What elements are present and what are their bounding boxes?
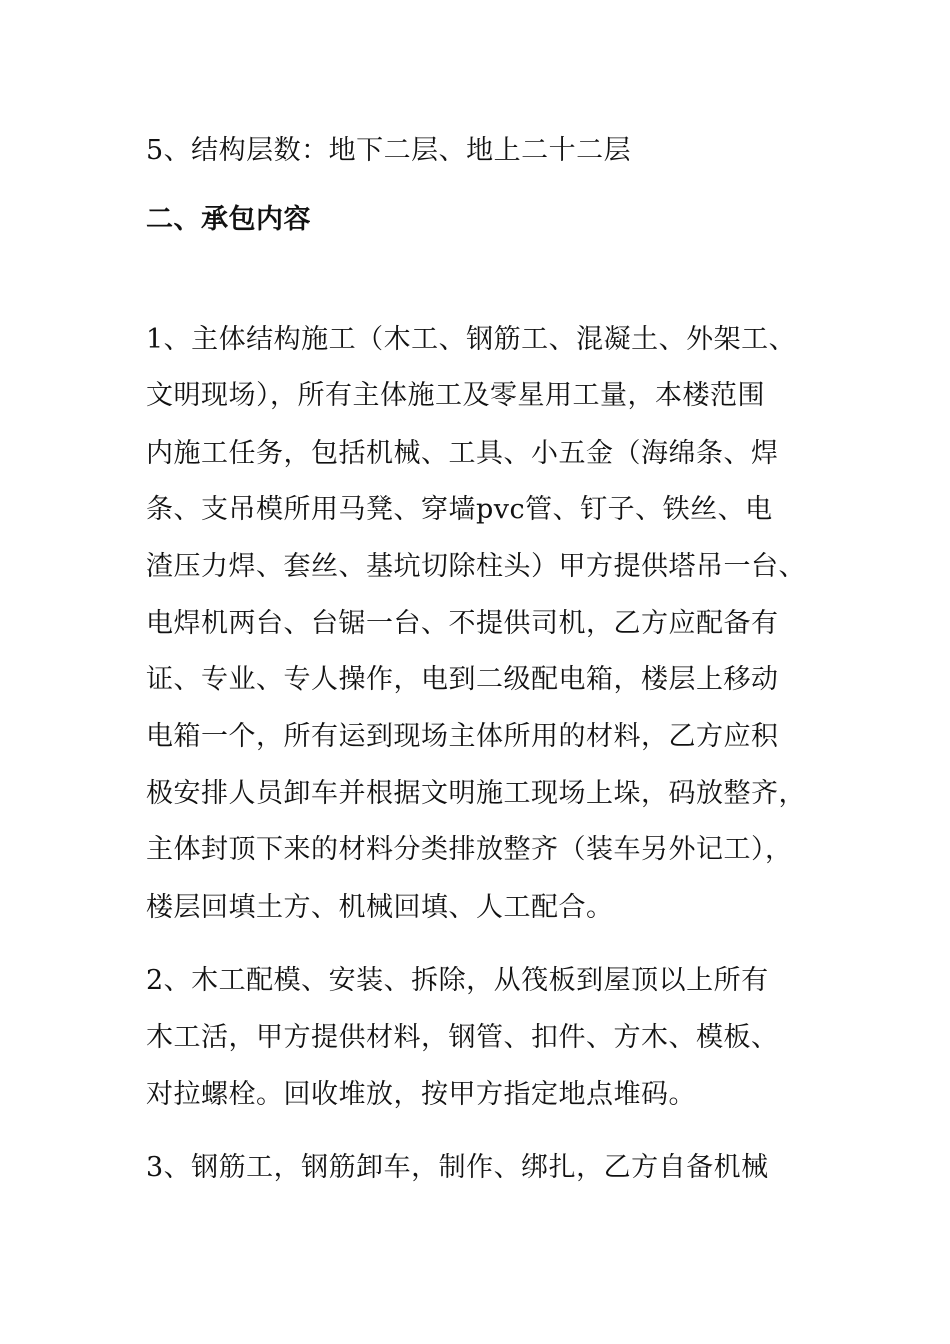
paragraph-2-line: 对拉螺栓。回收堆放，按甲方指定地点堆码。 xyxy=(146,1079,696,1110)
paragraph-1-line: 内施工任务，包括机械、工具、小五金（海绵条、焊 xyxy=(146,438,779,469)
paragraph-1-line: 极安排人员卸车并根据文明施工现场上垛，码放整齐， xyxy=(146,778,806,809)
paragraph-1-line: 文明现场），所有主体施工及零星用工量，本楼范围 xyxy=(146,380,765,411)
paragraph-1-line: 渣压力焊、套丝、基坑切除柱头）甲方提供塔吊一台、 xyxy=(146,551,806,582)
paragraph-1-line: 条、支吊模所用马凳、穿墙pvc管、钉子、铁丝、电 xyxy=(146,494,773,525)
paragraph-1-line: 1、主体结构施工（木工、钢筋工、混凝土、外架工、 xyxy=(146,324,797,355)
paragraph-1-line: 电箱一个，所有运到现场主体所用的材料，乙方应积 xyxy=(146,721,779,752)
paragraph-3-line: 3、钢筋工，钢筋卸车，制作、绑扎，乙方自备机械 xyxy=(146,1152,769,1183)
paragraph-1-line: 证、专业、专人操作，电到二级配电箱，楼层上移动 xyxy=(146,664,779,695)
item-5-structure-floors: 5、结构层数：地下二层、地上二十二层 xyxy=(146,135,632,166)
paragraph-2-line: 木工活，甲方提供材料，钢管、扣件、方木、模板、 xyxy=(146,1022,779,1053)
paragraph-1-line: 主体封顶下来的材料分类排放整齐（装车另外记工）， xyxy=(146,834,793,865)
paragraph-2-line: 2、木工配模、安装、拆除，从筏板到屋顶以上所有 xyxy=(146,965,769,996)
paragraph-1-line: 电焊机两台、台锯一台、不提供司机，乙方应配备有 xyxy=(146,608,779,639)
paragraph-1-line: 楼层回填土方、机械回填、人工配合。 xyxy=(146,892,614,923)
section-heading-contract-scope: 二、承包内容 xyxy=(146,204,311,235)
